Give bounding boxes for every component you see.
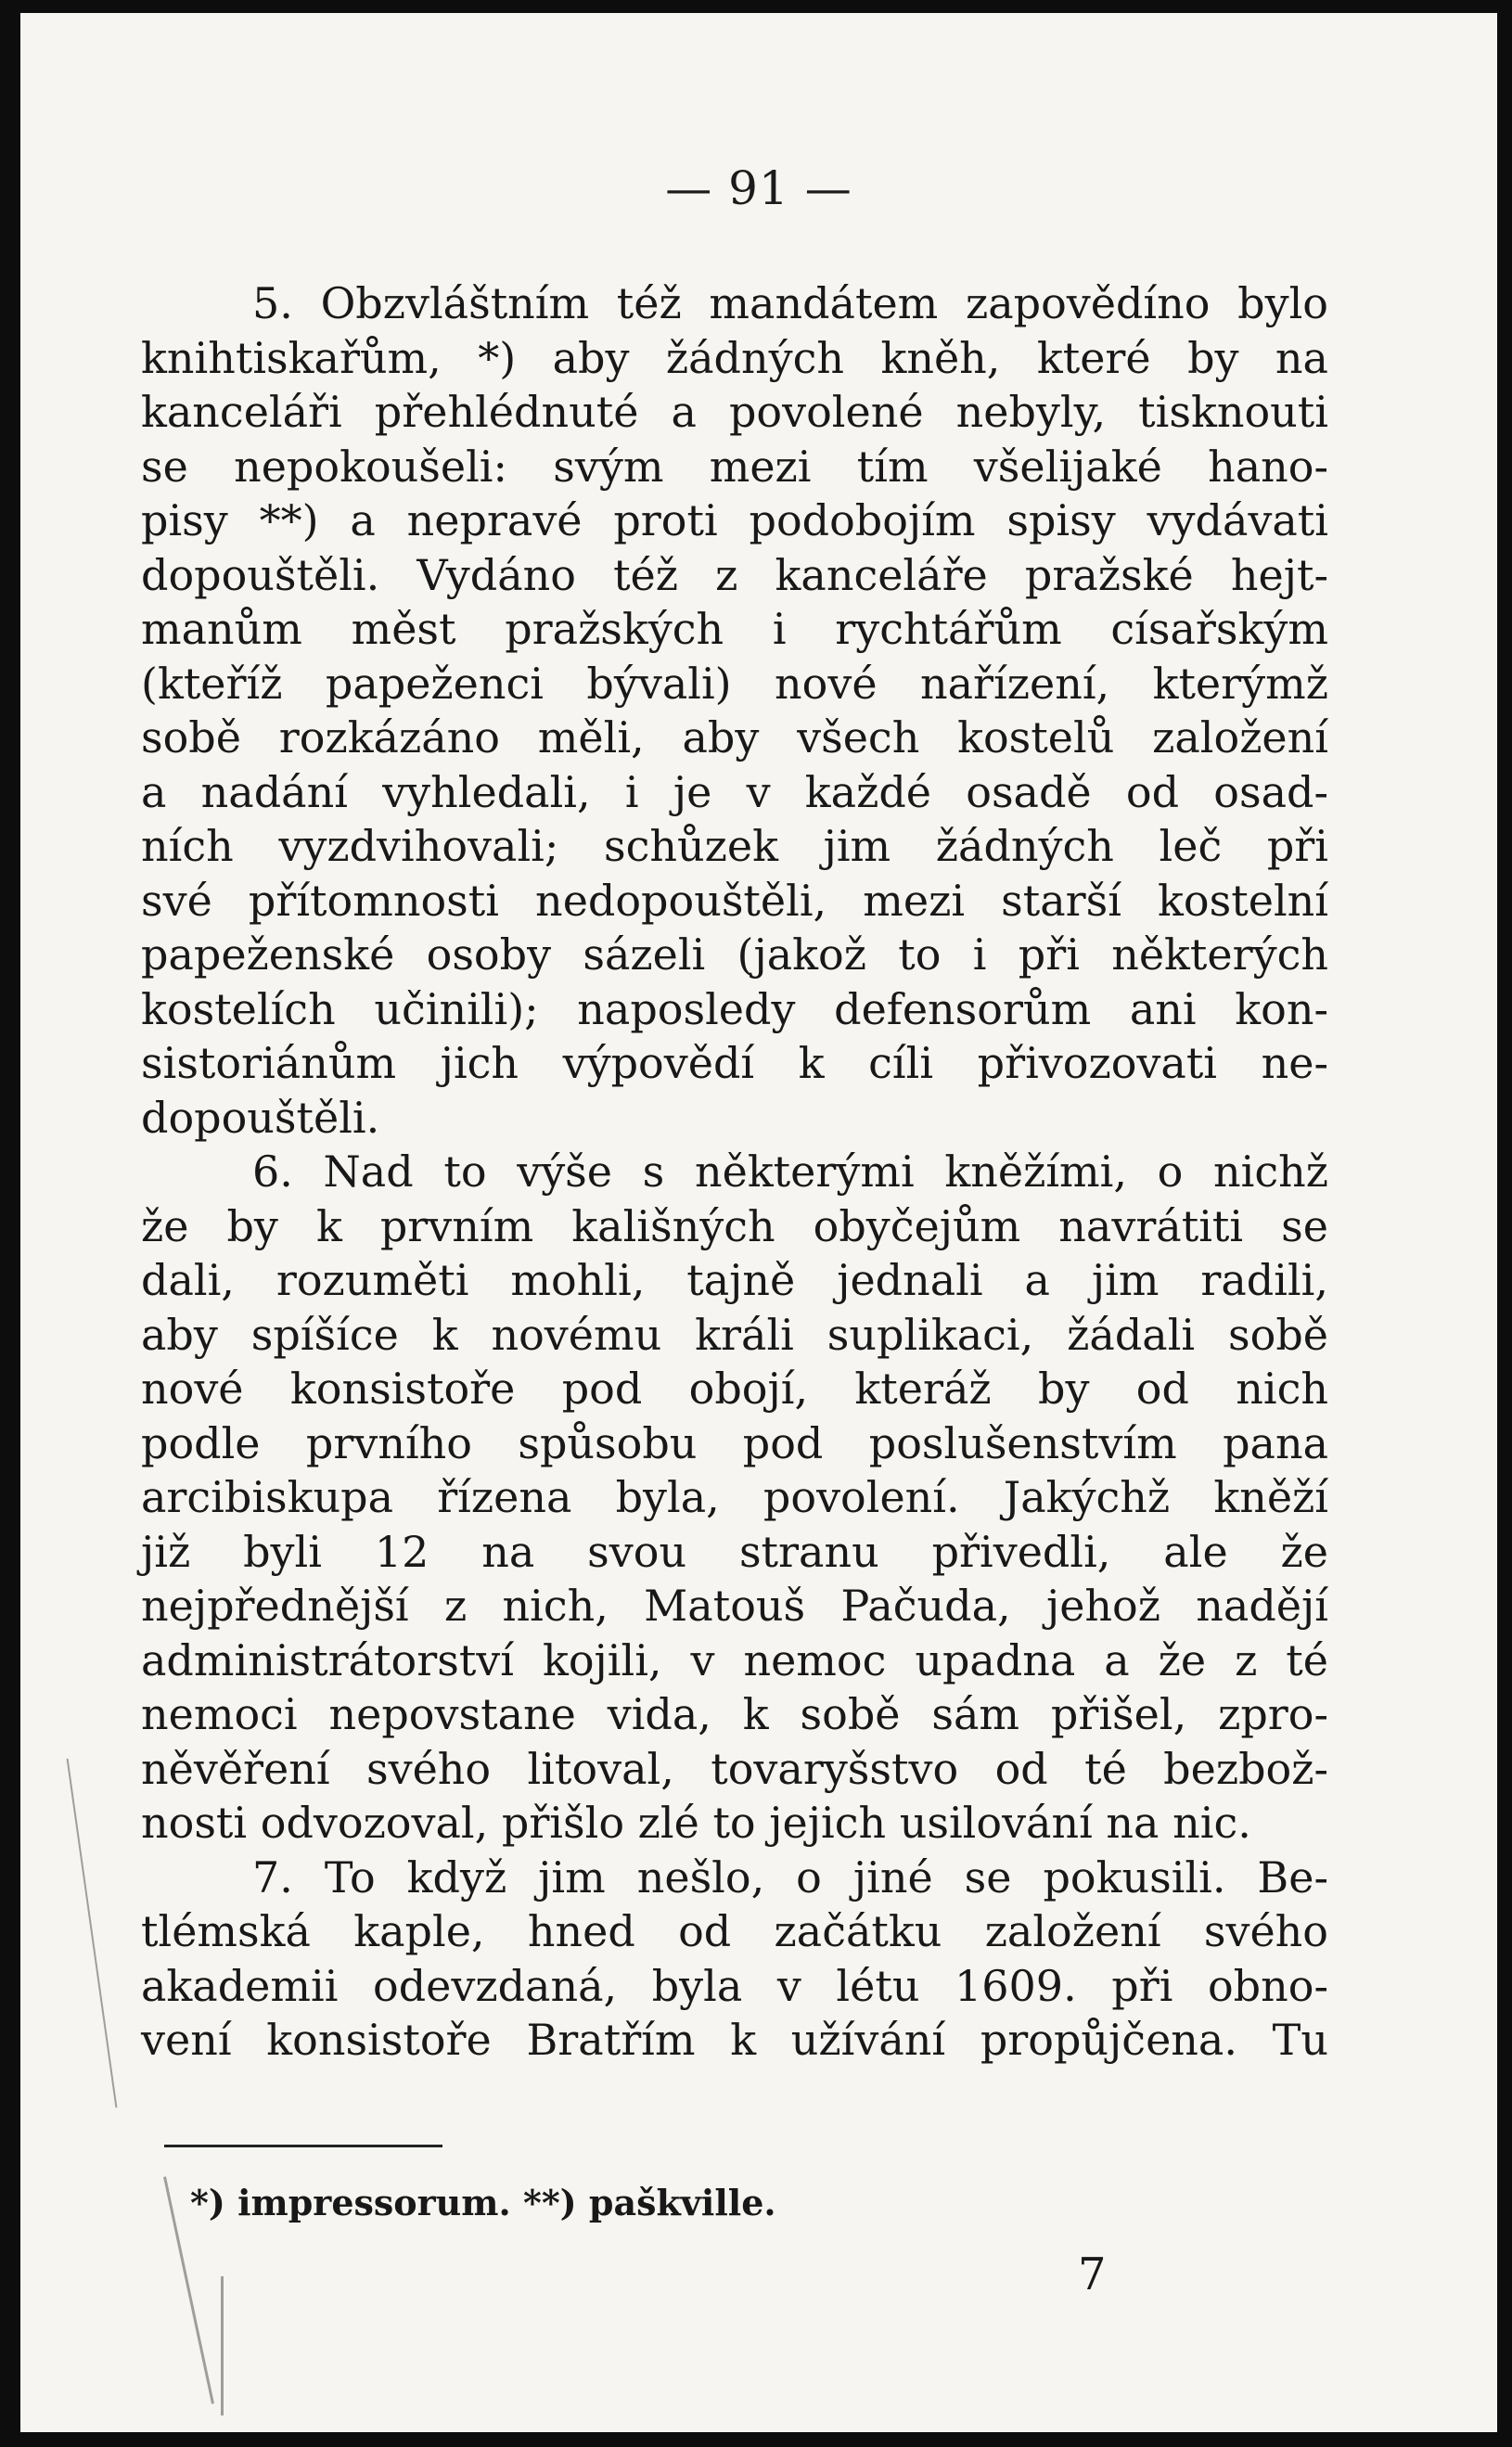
text-line: pisy **) a nepravé proti podobojím spisy vydávati	[141, 495, 1328, 545]
text-line: manům měst pražských i rychtářům císařským	[141, 604, 1328, 654]
text-line: již byli 12 na svou stranu přivedli, ale že	[141, 1526, 1328, 1577]
text-line: něvěření svého litoval, tovaryšstvo od té bezbož-	[141, 1743, 1328, 1794]
signature-mark: 7	[1078, 2248, 1107, 2300]
text-line: dopouštěli. Vydáno též z kanceláře pražské hejt-	[141, 549, 1328, 600]
text-line: tlémská kaple, hned od začátku založení svého	[141, 1906, 1328, 1956]
text-line: že by k prvním kališných obyčejům navrátiti se	[141, 1200, 1328, 1251]
book-page	[20, 13, 1497, 2432]
text-line: (kteříž papeženci bývali) nové nařízení, kterýmž	[141, 658, 1328, 709]
text-line: 7. To když jim nešlo, o jiné se pokusili. Be-	[252, 1851, 1328, 1903]
text-line: své přítomnosti nedopouštěli, mezi starší kostelní	[141, 875, 1328, 926]
text-line: knihtiskařům, *) aby žádných kněh, které by na	[141, 332, 1328, 383]
text-line: dali, rozuměti mohli, tajně jednali a jim radili,	[141, 1255, 1328, 1305]
text-line: 5. Obzvláštním též mandátem zapovědíno bylo	[252, 278, 1328, 328]
text-line: administrátorství kojili, v nemoc upadna a že z té	[141, 1634, 1328, 1685]
text-line: akademii odevzdaná, byla v létu 1609. při obno-	[141, 1960, 1328, 2011]
text-line: podle prvního spůsobu pod poslušenstvím pana	[141, 1417, 1328, 1468]
text-line: arcibiskupa řízena byla, povolení. Jakýchž kněží	[141, 1472, 1328, 1522]
page-number: — 91 —	[665, 161, 852, 215]
text-line: sistoriánům jich výpovědí k cíli přivozovati ne-	[141, 1038, 1328, 1088]
scan-line-bottom	[221, 2276, 224, 2415]
text-line: vení konsistoře Bratřím k užívání propůjčena. Tu	[141, 2015, 1328, 2065]
text-line: aby spíšíce k novému králi suplikaci, žádali sobě	[141, 1309, 1328, 1360]
text-line: nejpřednější z nich, Matouš Pačuda, jehož nadějí	[141, 1581, 1328, 1631]
footnote-rule	[164, 2145, 442, 2147]
text-line: sobě rozkázáno měli, aby všech kostelů založení	[141, 712, 1328, 762]
text-line: nové konsistoře pod obojí, kteráž by od nich	[141, 1364, 1328, 1414]
footnote: *) impressorum. **) paškville.	[190, 2182, 776, 2223]
text-line: se nepokoušeli: svým mezi tím všelijaké hano-	[141, 441, 1328, 492]
text-line: 6. Nad to výše s některými kněžími, o nichž	[252, 1147, 1328, 1197]
body-text	[141, 276, 1328, 2068]
text-line: nemoci nepovstane vida, k sobě sám přišel, zpro-	[141, 1689, 1328, 1739]
text-line: kostelích učinili); naposledy defensorům ani kon-	[141, 983, 1328, 1034]
scan-line-left	[67, 1759, 118, 2108]
text-line: ních vyzdvihovali; schůzek jim žádných leč při	[141, 821, 1328, 871]
text-line: dopouštěli.	[141, 1092, 380, 1143]
text-line: a nadání vyhledali, i je v každé osadě od osad-	[141, 766, 1328, 817]
text-line: kanceláři přehlédnuté a povolené nebyly, tisknouti	[141, 387, 1328, 437]
text-line: papeženské osoby sázeli (jakož to i při některých	[141, 929, 1328, 980]
text-line: nosti odvozoval, přišlo zlé to jejich usilování na nic.	[141, 1798, 1251, 1848]
